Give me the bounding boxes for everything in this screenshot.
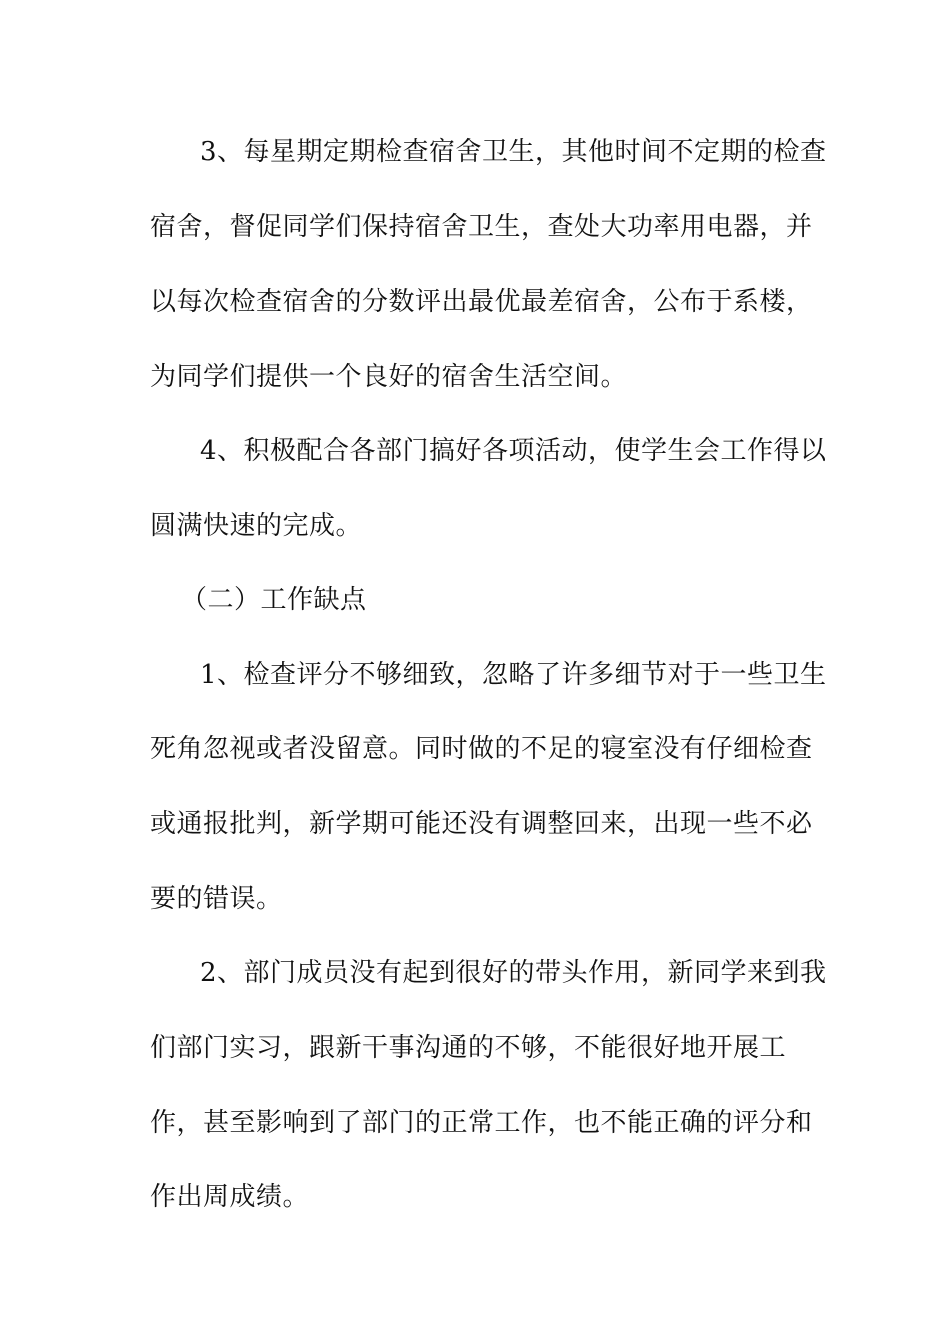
paragraph-3-line-3: 以每次检查宿舍的分数评出最优最差宿舍，公布于系楼，	[150, 287, 813, 317]
shortcoming-1-line-3: 或通报批判，新学期可能还没有调整回来，出现一些不必	[150, 809, 813, 839]
paragraph-3-line-2: 宿舍，督促同学们保持宿舍卫生，查处大功率用电器，并	[150, 212, 813, 242]
shortcoming-1-line-2: 死角忽视或者没留意。同时做的不足的寝室没有仔细检查	[150, 734, 813, 764]
paragraph-3-line-1: 3、每星期定期检查宿舍卫生，其他时间不定期的检查	[200, 137, 827, 167]
shortcoming-2-line-1: 2、部门成员没有起到很好的带头作用，新同学来到我	[200, 958, 827, 988]
shortcoming-1-line-4: 要的错误。	[150, 884, 283, 914]
section-heading: （二）工作缺点	[181, 585, 367, 615]
paragraph-4-line-1: 4、积极配合各部门搞好各项活动，使学生会工作得以	[200, 436, 827, 466]
paragraph-3-line-4: 为同学们提供一个良好的宿舍生活空间。	[150, 362, 628, 392]
shortcoming-1-line-1: 1、检查评分不够细致，忽略了许多细节对于一些卫生	[200, 660, 827, 690]
paragraph-4-line-2: 圆满快速的完成。	[150, 511, 363, 541]
shortcoming-2-line-4: 作出周成绩。	[150, 1182, 310, 1212]
shortcoming-2-line-3: 作，甚至影响到了部门的正常工作，也不能正确的评分和	[150, 1108, 813, 1138]
shortcoming-2-line-2: 们部门实习，跟新干事沟通的不够，不能很好地开展工	[150, 1033, 787, 1063]
